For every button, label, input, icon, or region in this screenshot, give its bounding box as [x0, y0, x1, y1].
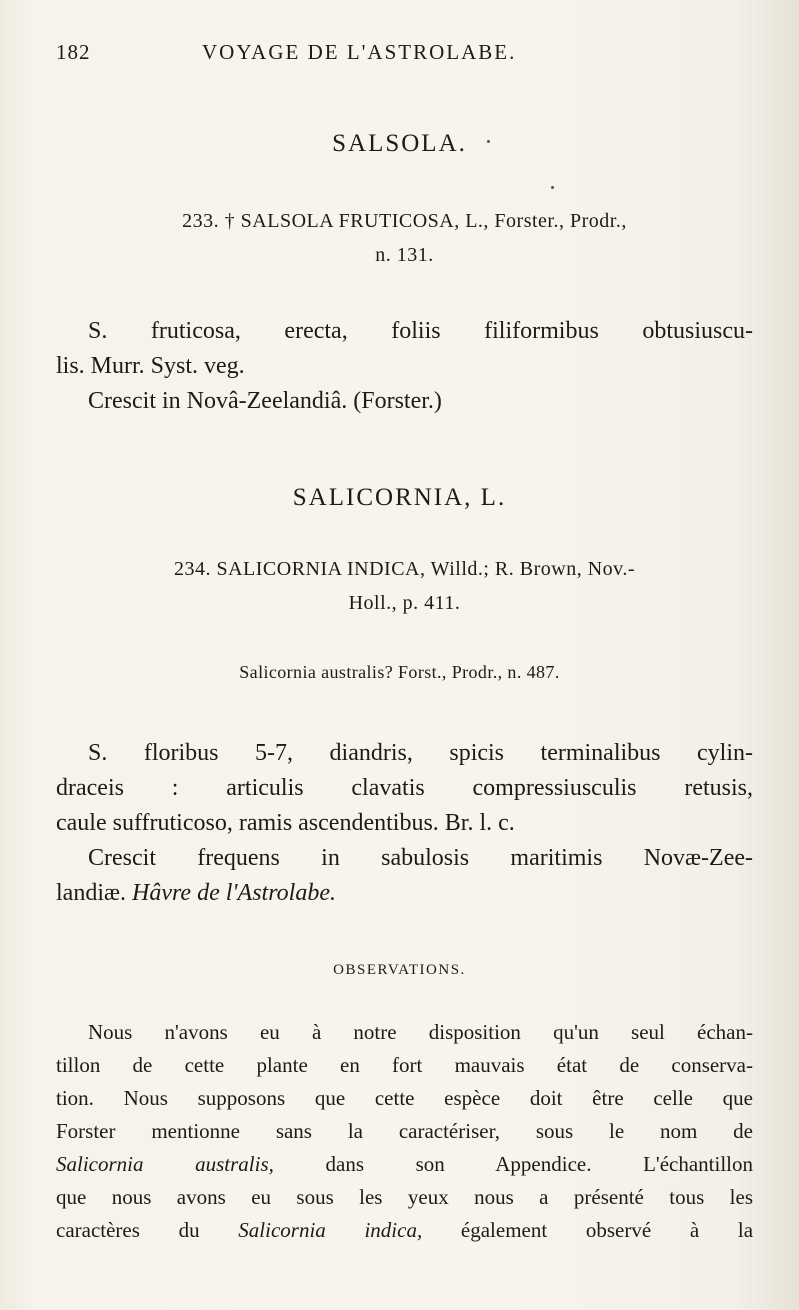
- species-entry-233-line1: 233. † SALSOLA FRUTICOSA, L., Forster., Prodr.,: [182, 210, 627, 232]
- salsola-desc-line: lis. Murr. Syst. veg.: [56, 353, 245, 379]
- species-entry-234-line1: 234. SALICORNIA INDICA, Willd.; R. Brown, Nov.-: [173, 558, 636, 580]
- observations-line5-rest: dans son Appendice. L'échantillon: [325, 1152, 753, 1176]
- salicornia-desc-line: S. floribus 5-7, diandris, spicis terminalibus cylin-: [88, 740, 753, 766]
- species-entry-233: [56, 204, 753, 272]
- observations-line7-italic: Salicornia indica,: [238, 1218, 423, 1242]
- observations-line: tion. Nous supposons que cette espèce doit être celle que: [56, 1086, 753, 1110]
- running-title: VOYAGE DE L'ASTROLABE.: [202, 40, 517, 64]
- salsola-desc-line: S. fruticosa, erecta, foliis filiformibus obtusiuscu-: [88, 318, 753, 344]
- salicornia-desc-line5-start: landiæ.: [56, 880, 126, 906]
- genus-heading-salicornia: SALICORNIA, L.: [292, 484, 507, 511]
- salicornia-description: [56, 736, 753, 911]
- salsola-description: [56, 314, 753, 419]
- observations-line: tillon de cette plante en fort mauvais état de conserva-: [56, 1053, 753, 1077]
- observations-line7-start: caractères du: [56, 1218, 200, 1242]
- observations-heading: OBSERVATIONS.: [333, 962, 466, 978]
- salicornia-desc-line: caule suffruticoso, ramis ascendentibus. Br. l. c.: [56, 810, 515, 836]
- salicornia-desc-line: draceis : articulis clavatis compressiusculis retusis,: [56, 775, 753, 801]
- observations-line7-rest: également observé à la: [460, 1218, 754, 1242]
- salicornia-desc-line: [56, 876, 753, 911]
- observations-line: [56, 1214, 753, 1247]
- observations-line: [56, 1148, 753, 1181]
- species-entry-234-line2: Holl., p. 411.: [348, 592, 461, 614]
- salicornia-desc-line: Crescit frequens in sabulosis maritimis Novæ-Zee-: [88, 845, 753, 871]
- synonym-line: Salicornia australis? Forst., Prodr., n. 487.: [239, 662, 560, 682]
- species-entry-233-line2: n. 131.: [375, 244, 434, 266]
- salsola-desc-line: Crescit in Novâ-Zeelandiâ. (Forster.): [88, 388, 442, 414]
- page-number: 182: [56, 40, 91, 64]
- observations-line5-italic: Salicornia australis,: [56, 1152, 274, 1176]
- species-entry-234: [56, 552, 753, 620]
- print-speck: [551, 186, 554, 189]
- observations-line: Forster mentionne sans la caractériser, sous le nom de: [56, 1119, 753, 1143]
- genus-heading-salsola: SALSOLA.: [332, 130, 467, 157]
- running-head: [56, 40, 753, 80]
- observations-line: que nous avons eu sous les yeux nous a présenté tous les: [56, 1185, 753, 1209]
- observations-line: Nous n'avons eu à notre disposition qu'un seul échan-: [88, 1020, 753, 1044]
- observations-text: [56, 1016, 753, 1247]
- habitat-locality: Hâvre de l'Astrolabe.: [132, 880, 336, 906]
